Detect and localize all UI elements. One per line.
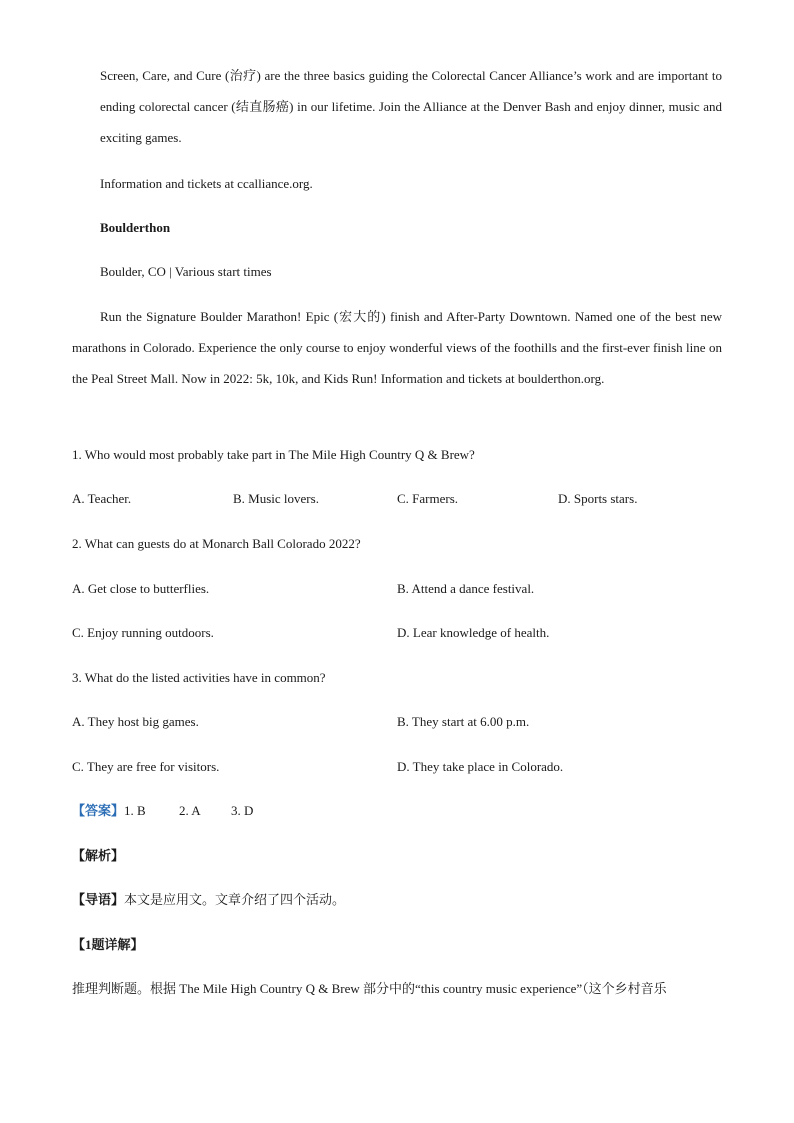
event-paragraph: Run the Signature Boulder Marathon! Epic (宏大的) finish and After-Party Downtown. Named one of the best new marathons in Colorado. Experience the only course to enjoy wonderful views of the foothills and the first-ever finish line on the Peal Street Mall. Now in 2022: 5k, 10k, and Kids Run! Information and tickets at boulderthon.org.	[72, 309, 722, 386]
event-meta: Boulder, CO | Various start times	[100, 264, 272, 279]
question-3-stem: 3. What do the listed activities have in common?	[72, 670, 326, 685]
guide-label: 【导语】	[72, 892, 125, 907]
question-3-option-c: C. They are free for visitors.	[72, 759, 220, 774]
guide-text: 本文是应用文。文章介绍了四个活动。	[124, 892, 346, 907]
question-3-option-a: A. They host big games.	[72, 714, 199, 729]
question-3-option-b: B. They start at 6.00 p.m.	[397, 714, 530, 729]
question-2-stem: 2. What can guests do at Monarch Ball Colorado 2022?	[72, 536, 361, 551]
question-1-option-d: D. Sports stars.	[558, 491, 638, 506]
question-2-option-a: A. Get close to butterflies.	[72, 581, 210, 596]
answer-3: 3. D	[231, 803, 254, 818]
question-1-option-a: A. Teacher.	[72, 491, 132, 506]
event-title: Boulderthon	[100, 220, 171, 235]
q1-detail-text: 推理判断题。根据 The Mile High Country Q & Brew 部分中的“this country music experience”（这个乡村音乐	[72, 981, 667, 996]
guide-line	[72, 890, 345, 910]
question-2-option-b: B. Attend a dance festival.	[397, 581, 535, 596]
question-1-option-c: C. Farmers.	[397, 491, 459, 506]
intro-paragraph: Screen, Care, and Cure (治疗) are the three basics guiding the Colorectal Cancer Alliance’s work and are important to ending colorectal cancer (结直肠癌) in our lifetime. Join the Alliance at the Denver Bash and enjoy dinner, music and exciting games.	[100, 68, 722, 145]
answer-line	[72, 801, 146, 821]
question-1-option-b: B. Music lovers.	[233, 491, 319, 506]
question-3-option-d: D. They take place in Colorado.	[397, 759, 564, 774]
q1-detail-label: 【1题详解】	[72, 937, 144, 952]
answer-2: 2. A	[179, 803, 201, 818]
question-2-option-d: D. Lear knowledge of health.	[397, 625, 550, 640]
answer-1: 1. B	[124, 803, 146, 818]
question-2-option-c: C. Enjoy running outdoors.	[72, 625, 214, 640]
info-line: Information and tickets at ccalliance.org.	[100, 176, 313, 191]
question-1-stem: 1. Who would most probably take part in The Mile High Country Q & Brew?	[72, 447, 475, 462]
answer-label: 【答案】	[72, 803, 125, 818]
analysis-label: 【解析】	[72, 848, 125, 863]
